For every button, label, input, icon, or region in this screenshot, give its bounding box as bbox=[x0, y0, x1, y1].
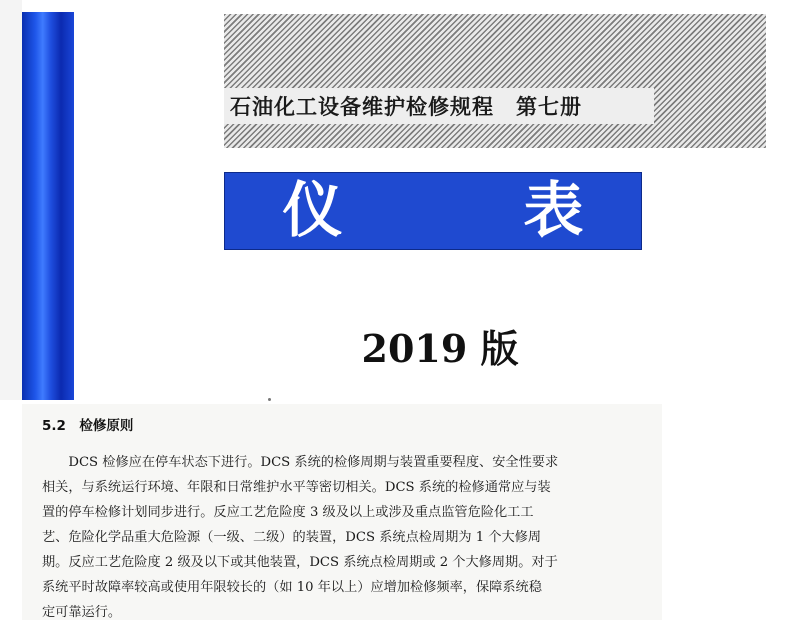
section-heading: 5.2 检修原则 bbox=[42, 418, 134, 434]
paragraph-line: 艺、危险化学品重大危险源（一级、二级）的装置，DCS 系统点检周期为 1 个大修周 bbox=[42, 530, 542, 545]
paragraph-line: 相关，与系统运行环境、年限和日常维护水平等密切相关。DCS 系统的检修通常应与装 bbox=[42, 480, 551, 495]
paragraph-line: 置的停车检修计划同步进行。反应工艺危险度 3 级及以上或涉及重点监管危险化工工 bbox=[42, 505, 534, 520]
hatched-header-band bbox=[224, 14, 766, 148]
paragraph-line: 定可靠运行。 bbox=[42, 605, 122, 620]
paragraph-line: 系统平时故障率较高或使用年限较长的（如 10 年以上）应增加检修频率，保障系统稳 bbox=[42, 580, 542, 595]
book-spine bbox=[22, 12, 74, 400]
volume-title: 仪 表 bbox=[282, 176, 664, 246]
series-title: 石油化工设备维护检修规程 第七册 bbox=[224, 88, 654, 124]
paragraph-line: 期。反应工艺危险度 2 级及以下或其他装置，DCS 系统点检周期或 2 个大修周期。对于 bbox=[42, 555, 558, 570]
print-speck bbox=[268, 398, 271, 401]
edition-label: 2019 版 bbox=[361, 326, 519, 371]
paragraph-line: DCS 检修应在停车状态下进行。DCS 系统的检修周期与装置重要程度、安全性要求 bbox=[42, 455, 559, 470]
section-paragraph bbox=[42, 450, 640, 625]
volume-title-block bbox=[224, 172, 664, 250]
document-page-excerpt bbox=[22, 404, 662, 620]
cover-left-margin bbox=[0, 0, 22, 400]
